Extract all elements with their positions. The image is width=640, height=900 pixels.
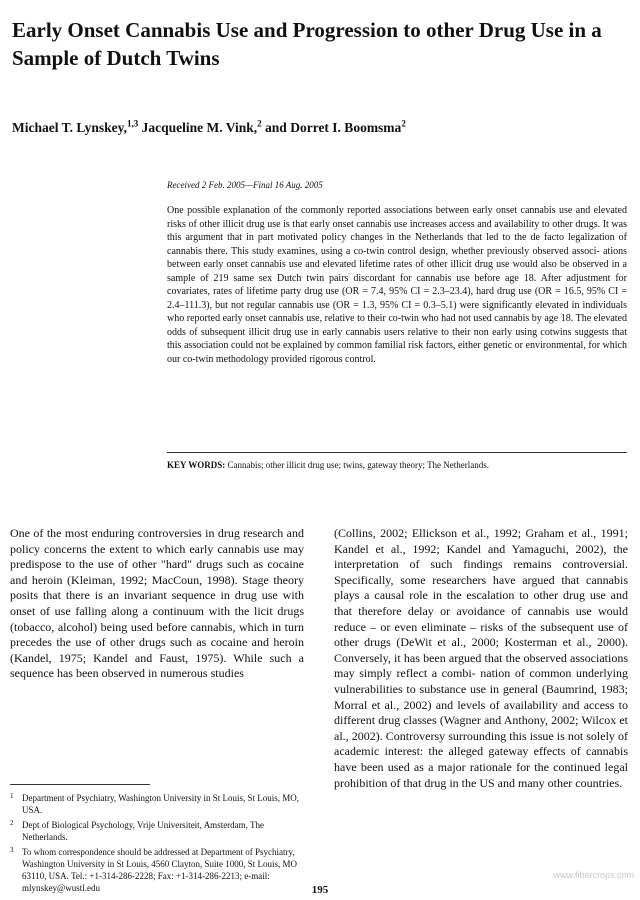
keywords-label: KEY WORDS: — [167, 460, 226, 470]
paper-title: Early Onset Cannabis Use and Progression to other Drug Use in a Sample of Dutch Twins — [12, 18, 602, 70]
page-number: 195 — [311, 884, 329, 896]
footnote: 1 Department of Psychiatry, Washington University in St Louis, St Louis, MO, USA. — [10, 792, 300, 815]
footnote: 3 To whom correspondence should be addressed at Department of Psychiatry, Washington University in St Louis, 4560 Clayton, Suite 1000, St Louis, MO 63110, USA. Tel.: +1-314-286-2228; Fax: +1-314-286-2213; e-mail: mlynskey@wustl.edu — [10, 846, 298, 893]
footnote-divider — [10, 784, 150, 785]
abstract: One possible explanation of the commonly reported associations between early onset cannabis use and elevated risks of other illicit drug use is that early onset cannabis use increases access and availability to other drugs. It was this argument that in part motivated policy changes in the Netherlands that led to the de facto legalization of cannabis there. This study examines, using a co-twin control design, whether previously observed associ- ations between early onset cannabis use and elevated lifetime rates of other illicit drug use would also be observed in a sample of 219 same sex Dutch twin pairs discordant for cannabis use before age 18. After adjustment for covariates, rates of lifetime party drug use (OR = 7.4, 95% CI = 2.3–23.4), hard drug use (OR = 16.5, 95% CI = 2.4–111.3), but not regular cannabis use (OR = 1.3, 95% CI = 0.3–5.1) were significantly elevated in individuals who reported early onset cannabis use, relative to their co-twin who had not used cannabis by age 18. The elevated odds of subsequent illicit drug use in early cannabis users relative to their non early using cotwins suggests that this association could not be explained by common familial risk factors, either genetic or environmental, for which our co-twin methodology provided rigorous control. — [167, 205, 627, 365]
body-column-right: (Collins, 2002; Ellickson et al., 1992; Graham et al., 1991; Kandel et al., 1992; Kandel and Yamaguchi, 2002), the interpretation of such findings remains controversial. Specifically, some researchers have argued that cannabis plays a causal role in the escalation to other drug use and that therefore delay or avoidance of cannabis use would reduce – or even eliminate – risks of the subsequent use of other drugs (DeWit et al., 2000; Kosterman et al., 2000). Conversely, it has been argued that the observed associations may simply reflect a combi- nation of common underlying vulnerabilities to substance use in general (Baumrind, 1983; Morral et al., 2002) and levels of availability and access to different drug classes (Wagner and Anthony, 2002; Wilcox et al., 2002). Controversy surrounding this issue is not solely of academic interest: the alleged gateway effects of cannabis have been used as a major rationale for the continued legal prohibition of that drug in the US and many other countries. — [334, 526, 628, 790]
received-dates: Received 2 Feb. 2005—Final 16 Aug. 2005 — [167, 180, 323, 190]
author-2: Jacqueline M. Vink,$^2$ and — [141, 118, 291, 135]
keywords — [167, 460, 627, 470]
body-column-left: One of the most enduring controversies in drug research and policy concerns the extent to which early cannabis use may predispose to the use of other "hard" drugs such as cocaine and heroin (Kleiman, 1992; MacCoun, 1998). Stage theory posits that there is an invariant sequence in drug use with onset of use falling along a continuum with the licit drugs (tobacco, alcohol) being used before cannabis, which in turn precedes the use of other drugs such as cocaine and heroin (Kandel, 1975; Kandel and Faust, 1975). While such a sequence has been observed in numerous studies — [10, 526, 304, 681]
author-1: Michael T. Lynskey,$^{1,3}$ — [12, 118, 139, 135]
footnotes — [10, 792, 310, 897]
abstract-divider — [167, 452, 627, 453]
author-list — [12, 118, 628, 136]
footnote: 2 Dept of Biological Psychology, Vrije Universiteit, Amsterdam, The Netherlands. — [10, 819, 265, 842]
keywords-text: Cannabis; other illicit drug use; twins, gateway theory; The Netherlands. — [225, 460, 490, 470]
watermark: www.fibercrops.com — [553, 870, 634, 880]
author-3: Dorret I. Boomsma$^2$ — [290, 118, 406, 135]
